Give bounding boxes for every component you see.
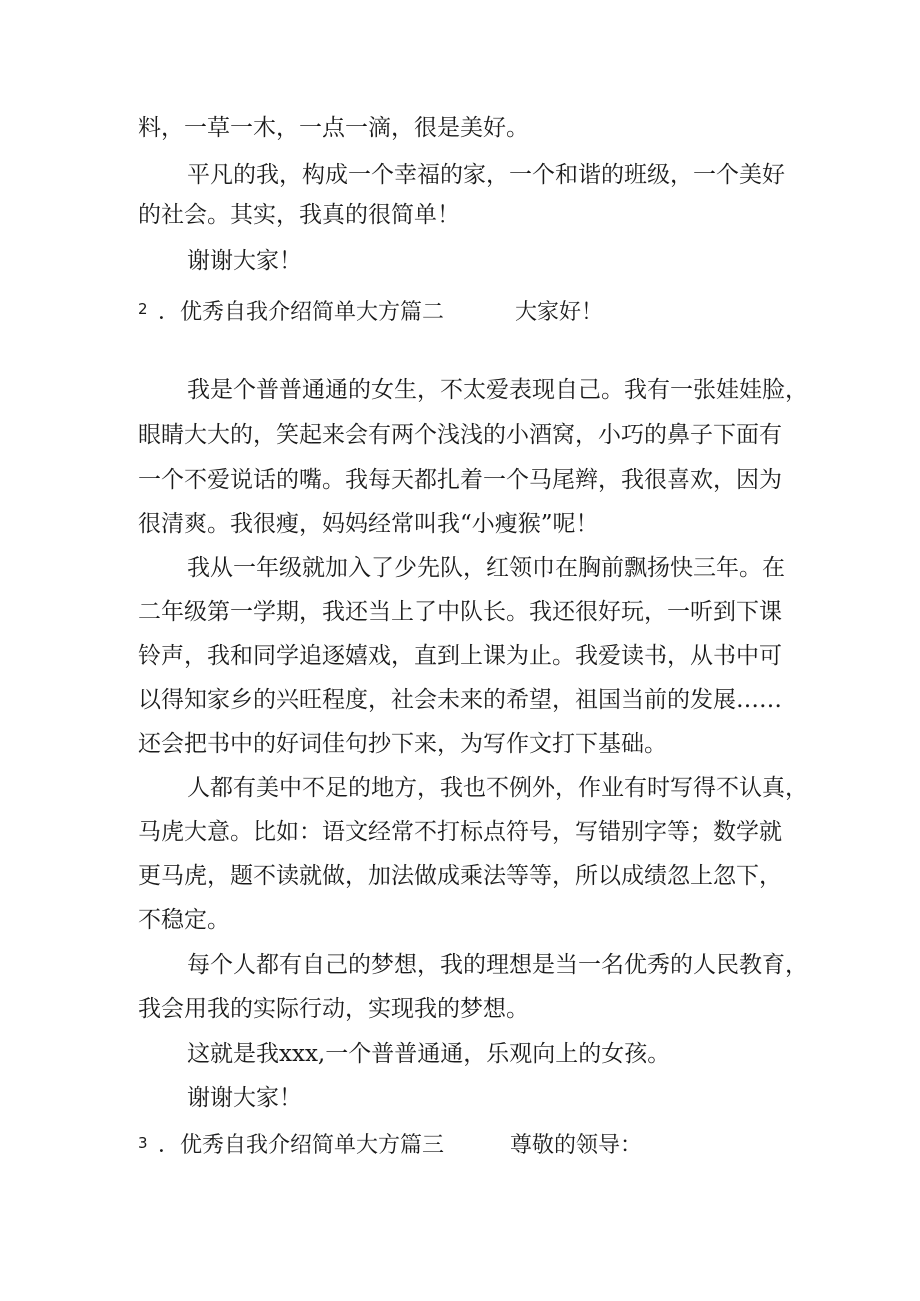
s2-thanks: 谢谢大家！ xyxy=(187,1085,302,1111)
s2-p2-line-3: 铃声，我和同学追逐嬉戏，直到上课为止。我爱读书，从书中可 xyxy=(138,643,782,669)
intro-line-1: 料，一草一木，一点一滴，很是美好。 xyxy=(138,115,529,141)
s2-p1-line-3: 一个不爱说话的嘴。我每天都扎着一个马尾辫，我很喜欢，因为 xyxy=(138,467,782,493)
s2-p3-line-2: 马虎大意。比如：语文经常不打标点符号，写错别字等；数学就 xyxy=(138,819,782,845)
s2-p2-line-2: 二年级第一学期，我还当上了中队长。我还很好玩，一听到下课 xyxy=(138,599,782,625)
section2-number: 2 xyxy=(138,300,148,318)
s2-p4-line-2: 我会用我的实际行动，实现我的梦想。 xyxy=(138,996,529,1022)
section2-greeting: 大家好！ xyxy=(515,300,604,325)
s2-p3-line-1: 人都有美中不足的地方，我也不例外，作业有时写得不认真， xyxy=(187,775,808,801)
s2-p3-line-4: 不稳定。 xyxy=(138,907,230,933)
intro-paragraph-line-1: 平凡的我，构成一个幸福的家，一个和谐的班级，一个美好 xyxy=(187,162,785,188)
s2-p1-line-4: 很清爽。我很瘦，妈妈经常叫我“小瘦猴”呢！ xyxy=(138,511,599,537)
section3-number: 3 xyxy=(138,1134,148,1152)
s2-p5-line-1: 这就是我xxx,一个普普通通，乐观向上的女孩。 xyxy=(187,1041,671,1067)
s2-p2-line-5: 还会把书中的好词佳句抄下来，为写作文打下基础。 xyxy=(138,731,667,757)
s2-p1-line-2: 眼睛大大的，笑起来会有两个浅浅的小酒窝，小巧的鼻子下面有 xyxy=(138,422,782,448)
section3-greeting: 尊敬的领导： xyxy=(510,1133,643,1158)
s2-p2-line-4: 以得知家乡的兴旺程度，社会未来的希望，祖国当前的发展…… xyxy=(138,687,782,713)
intro-paragraph-line-2: 的社会。其实，我真的很简单！ xyxy=(138,202,460,228)
section3-title: ．优秀自我介绍简单大方篇三 xyxy=(158,1133,445,1158)
s2-p4-line-1: 每个人都有自己的梦想，我的理想是当一名优秀的人民教育， xyxy=(187,952,808,978)
s2-p1-line-1: 我是个普普通通的女生，不太爱表现自己。我有一张娃娃脸， xyxy=(187,377,808,403)
s2-p2-line-1: 我从一年级就加入了少先队，红领巾在胸前飘扬快三年。在 xyxy=(187,555,785,581)
intro-thanks: 谢谢大家！ xyxy=(187,248,302,274)
s2-p3-line-3: 更马虎，题不读就做，加法做成乘法等等，所以成绩忽上忽下， xyxy=(138,863,782,889)
section2-title: ．优秀自我介绍简单大方篇二 xyxy=(158,300,445,325)
